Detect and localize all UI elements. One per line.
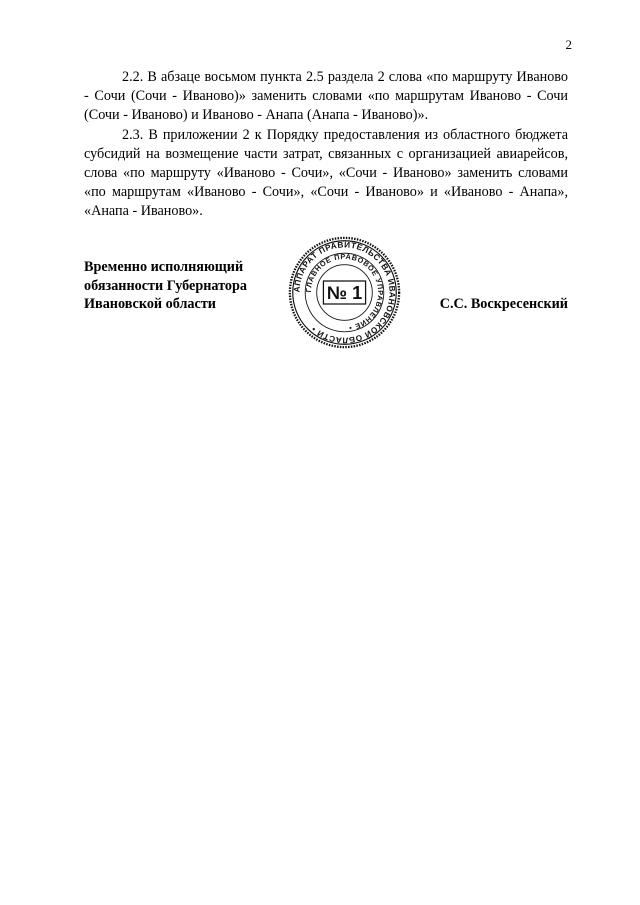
signer-title xyxy=(84,258,247,314)
seal-outer-ring-text: АППАРАТ ПРАВИТЕЛЬСТВА ИВАНОВСКОЙ ОБЛАСТИ • xyxy=(292,240,397,345)
page-number: 2 xyxy=(565,37,572,52)
paragraph-2-2: 2.2. В абзаце восьмом пункта 2.5 раздела 2 слова «по маршруту Иваново - Сочи (Сочи - Иваново)» заменить словами «по маршрутам Иваново - Сочи (Сочи - Иваново) и Иваново - Анапа (Анапа - Иваново)». xyxy=(84,69,568,124)
seal-inner-ring-text: ГЛАВНОЕ ПРАВОВОЕ УПРАВЛЕНИЕ • xyxy=(303,251,386,333)
signer-name: С.С. Воскресенский xyxy=(439,296,568,312)
signature-block xyxy=(84,240,568,348)
paragraph-2-3: 2.3. В приложении 2 к Порядку предоставления из областного бюджета субсидий на возмещение части затрат, связанных с организацией авиарейсов, слова «по маршруту «Иваново - Сочи», «Сочи - Иваново» заменить словами «по маршрутам «Иваново - Сочи», «Сочи - Иваново» и «Иваново - Анапа», «Анапа - Иваново». xyxy=(84,126,568,220)
seal-number: № 1 xyxy=(326,283,363,304)
official-seal-stamp xyxy=(287,235,402,350)
signer-title-line: обязанности Губернатора xyxy=(84,277,247,294)
document-body xyxy=(84,68,568,222)
signer-title-line: Ивановской области xyxy=(84,296,216,313)
signer-title-line: Временно исполняющий xyxy=(84,259,244,275)
